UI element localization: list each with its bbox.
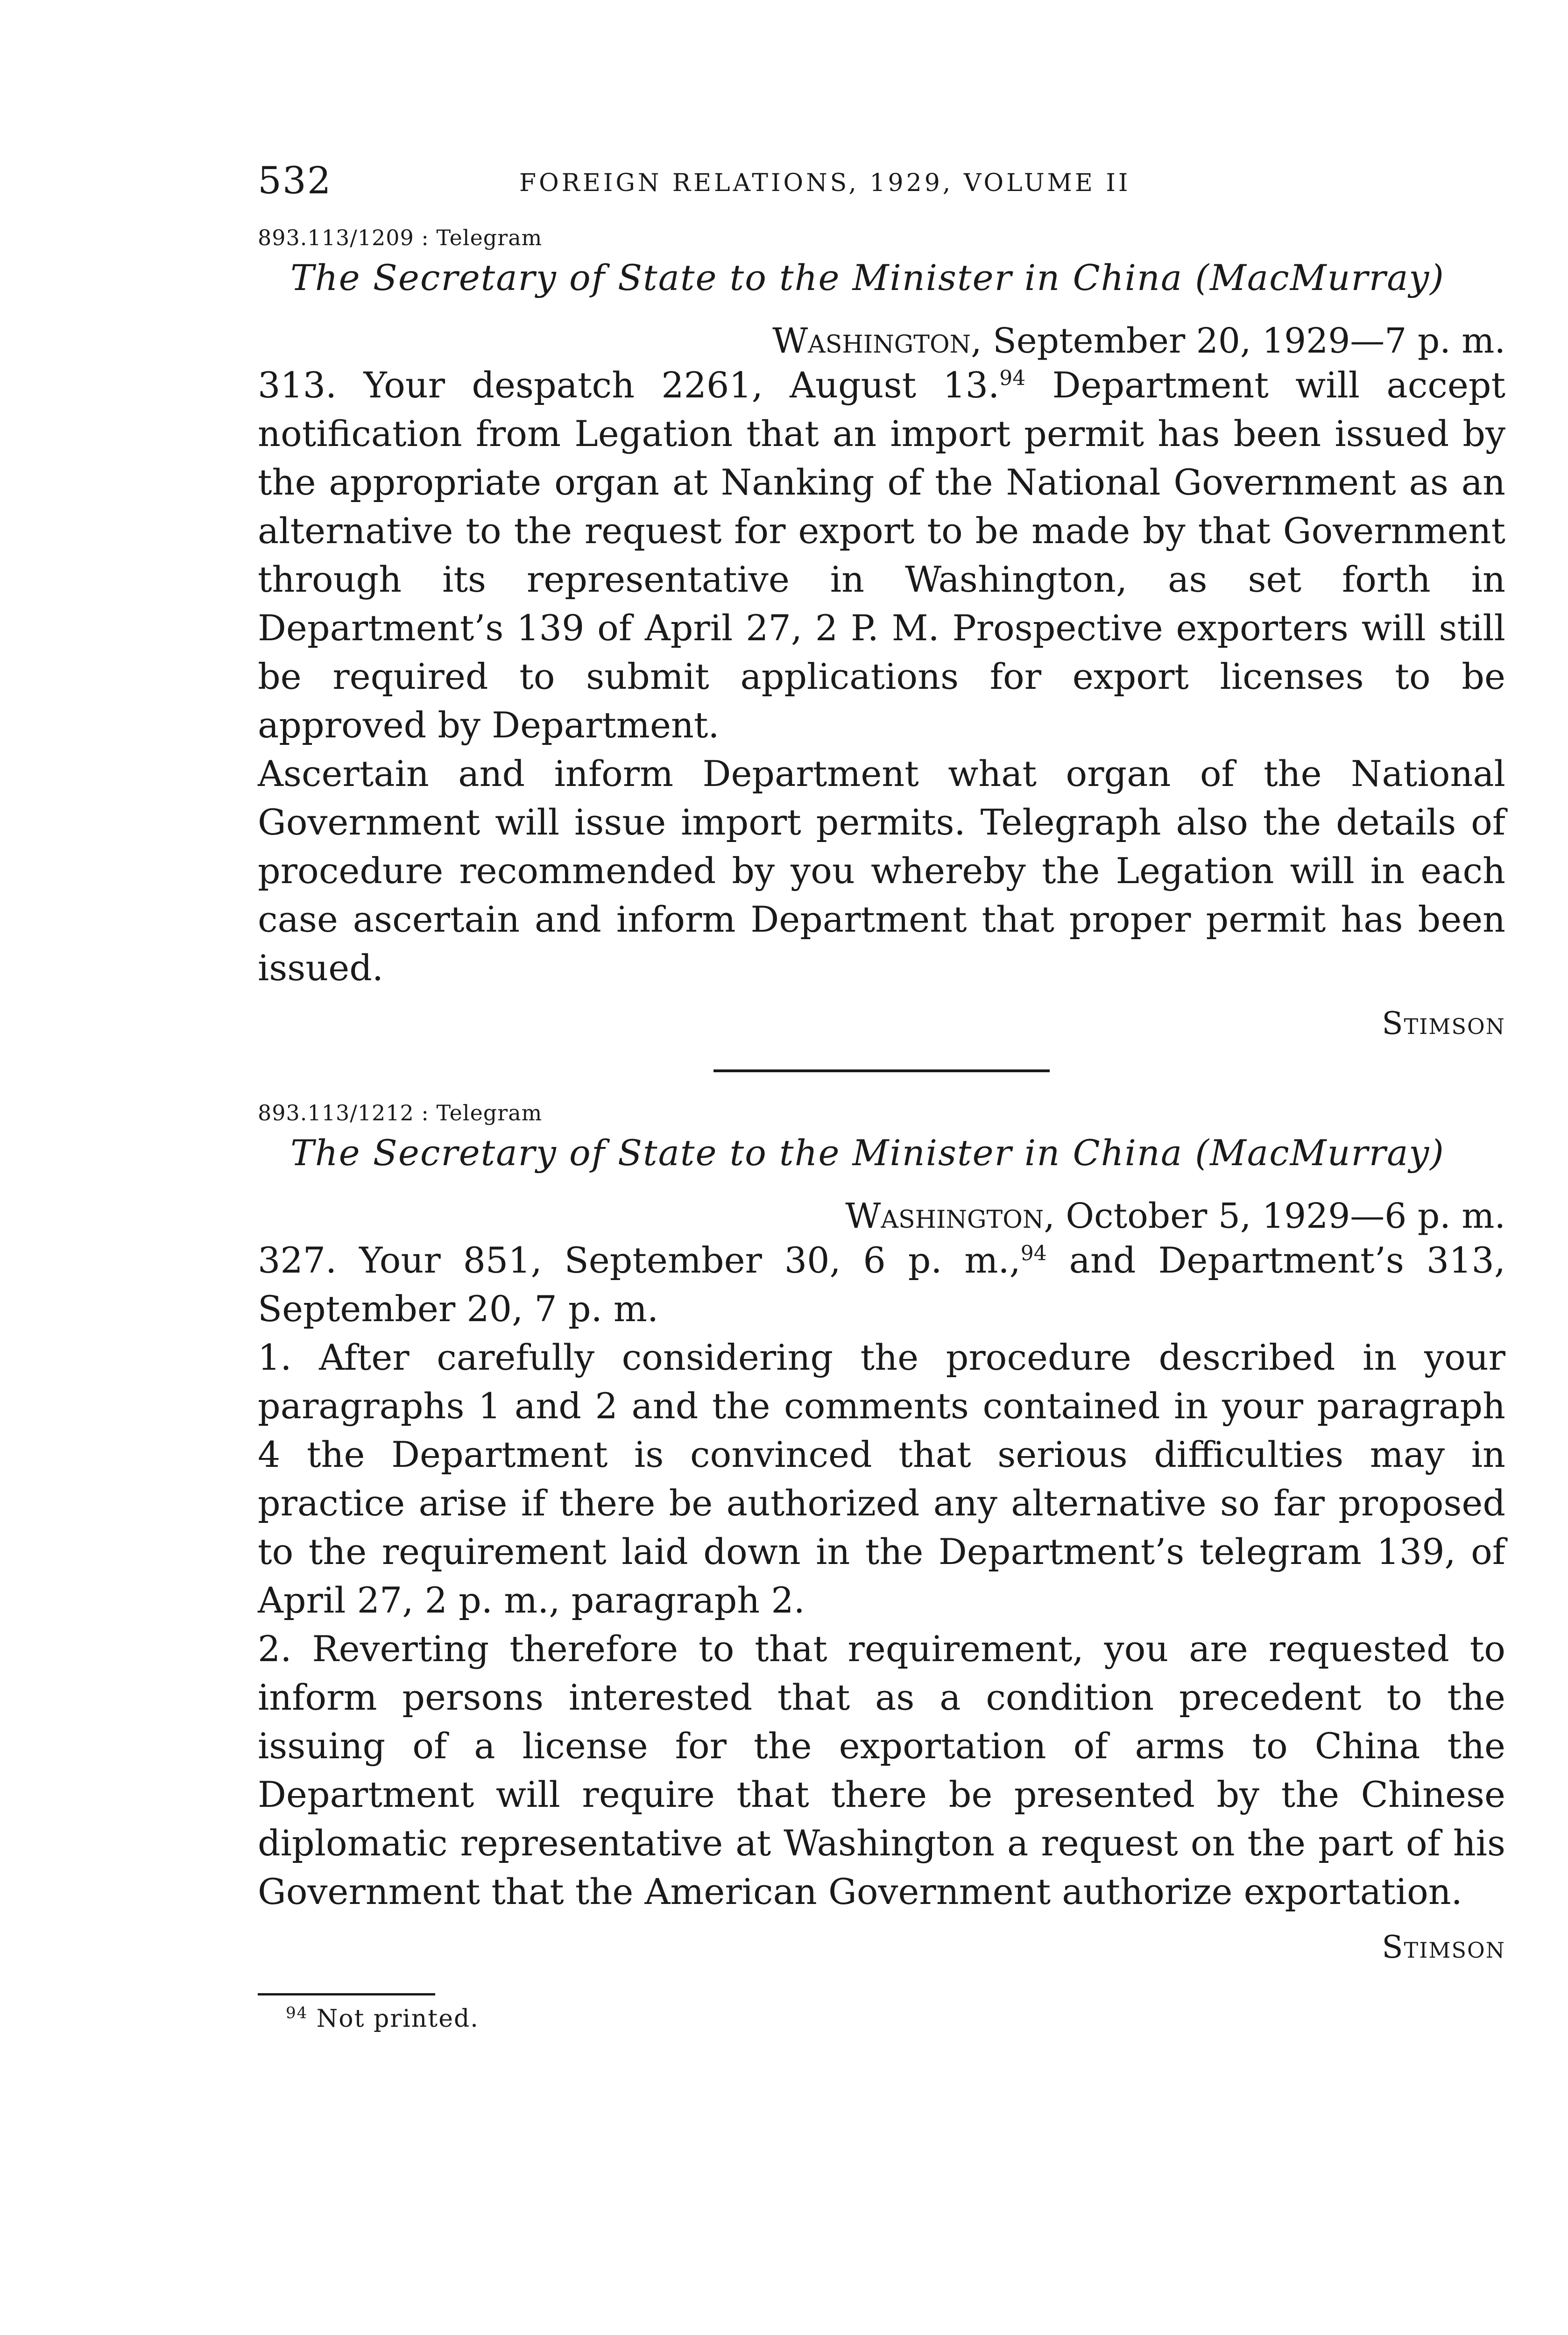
paragraph-text: and Department’s 313, September 20, 7 p. m. [258,1239,1505,1330]
dateline-date: , September 20, 1929—7 p. m. [971,321,1505,361]
file-reference: 893.113/1209 : Telegram [258,225,543,250]
body-paragraph: 2. Reverting therefore to that requirement, you are requested to inform persons interested that as a condition precedent to the issuing of a license for the exportation of arms to China the Department will require that there be presented by the Chinese diplomatic representative at Washington a request on the part of his Government that the American Government authorize exportation. [258,1628,1505,1912]
document-heading: The Secretary of State to the Minister in China (MacMurray) [290,257,1445,298]
footnote-text: Not printed. [308,2005,479,2033]
running-title: FOREIGN RELATIONS, 1929, VOLUME II [519,169,1131,197]
body-paragraph [258,1236,1505,1333]
page-number: 532 [258,159,332,202]
footnote-number: 94 [286,2003,308,2023]
footnote [258,2005,1505,2033]
paragraph-text: Department will accept notification from Legation that an import permit has been issued by the appropriate organ at Nanking of the National Government as an alternative to the request for export to be made by that Government through its representative in Washington, as set forth in Department’s 139 of April 27, 2 P. M. Prospective exporters will still be required to submit applications for export licenses to be approved by Department. [258,364,1505,746]
body-paragraph [258,361,1505,750]
dateline-place: Washington [772,321,971,361]
body-paragraph: Ascertain and inform Department what organ of the National Government will issue import permits. Telegraph also the details of procedure recommended by you whereby the Legation will in each case ascertain and inform Department that proper permit has been issued. [258,753,1505,989]
dateline [258,1196,1505,1236]
paragraph-text: 313. Your despatch 2261, August 13. [258,364,1000,406]
paragraph-text: 327. Your 851, September 30, 6 p. m., [258,1239,1021,1281]
telegram-1 [258,225,1505,1041]
document-heading: The Secretary of State to the Minister in China (MacMurray) [290,1132,1445,1174]
section-divider [713,1069,1050,1072]
dateline-date: , October 5, 1929—6 p. m. [1044,1196,1505,1236]
dateline [258,321,1505,361]
telegram-2 [258,1100,1505,1965]
running-head [258,159,1505,215]
footnote-marker[interactable]: 94 [999,366,1026,390]
file-reference: 893.113/1212 : Telegram [258,1100,543,1125]
body-paragraph: 1. After carefully considering the procedure described in your paragraphs 1 and 2 and the comments contained in your paragraph 4 the Department is convinced that serious difficulties may in practice arise if there be authorized any alternative so far proposed to the requirement laid down in the Department’s telegram 139, of April 27, 2 p. m., paragraph 2. [258,1337,1505,1621]
document-page [258,159,1505,2033]
signature: Stimson [1382,1929,1505,1965]
dateline-place: Washington [845,1196,1044,1236]
signature: Stimson [1382,1005,1505,1041]
footnote-marker[interactable]: 94 [1020,1241,1047,1266]
footnote-rule [258,1993,435,1995]
